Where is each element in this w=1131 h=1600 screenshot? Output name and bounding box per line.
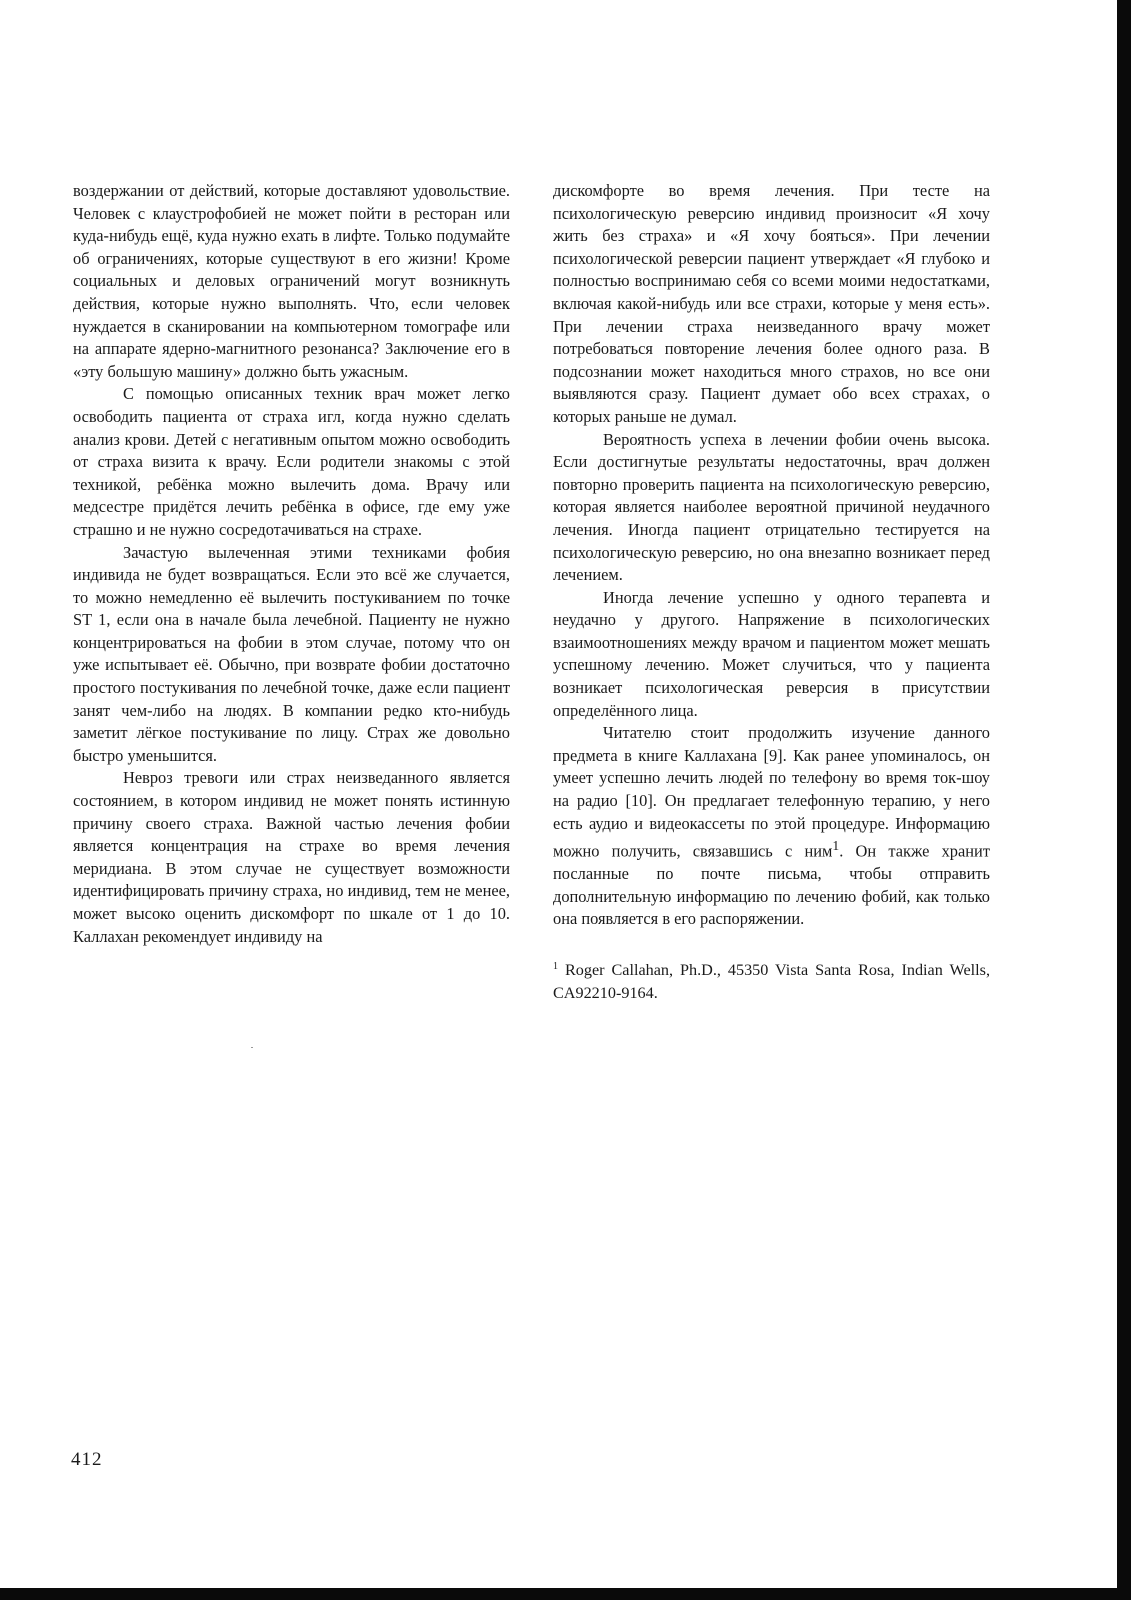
paragraph [553,722,990,931]
footnote-text: Roger Callahan, Ph.D., 45350 Vista Santa Rosa, Indian Wells, CA92210-9164. [553,961,990,1002]
left-column [73,180,510,948]
paragraph: Вероятность успеха в лечении фобии очень высока. Если достигнутые результаты недостаточны, врач должен повторно проверить пациента на психологическую реверсию, которая является наиболее вероятной причиной неудачного лечения. Иногда пациент отрицательно тестируется на психологическую реверсию, но она внезапно возникает перед лечением. [553,429,990,585]
paragraph: дискомфорте во время лечения. При тесте на психологическую реверсию индивид произносит «Я хочу жить без страха» и «Я хочу бояться». При лечении психологической реверсии пациент утверждает «Я глубоко и полностью воспринимаю себя со всеми моими недостатками, включая какой-нибудь или все страхи, которые у меня есть». При лечении страха неизведанного врачу может потребоваться повторение лечения более одного раза. В подсознании может находиться много страхов, но все они выявляются сразу. Пациент думает обо всех страхах, о которых раньше не думал. [553,181,990,426]
page-number: 412 [71,1449,103,1470]
paragraph: Зачастую вылеченная этими техниками фобия индивида не будет возвращаться. Если это всё же случается, то можно немедленно её вылечить постукиванием по точке ST 1, если она в начале была лечебной. Пациенту не нужно концентрироваться на фобии в этом случае, потому что он уже испытывает её. Обычно, при возврате фобии достаточно простого постукивания по лечебной точке, даже если пациент занят чем-либо на людях. В компании редко кто-нибудь заметит лёгкое постукивание по лицу. Страх же довольно быстро уменьшится. [73,542,510,765]
footnote-reference: 1 [832,838,840,854]
footnote-marker: 1 [553,961,558,973]
scan-speck [251,1047,253,1048]
paragraph-text: Читателю стоит продолжить изучение данного предмета в книге Каллахана [9]. Как ранее упоминалось, он умеет успешно лечить людей по телефону во время ток-шоу на радио [10]. Он предлагает телефонную терапию, у него есть аудио и видеокассеты по этой процедуре. Информацию можно получить, связавшись с ним [553,723,990,861]
paragraph-text: . Он также хранит посланные по почте письма, чтобы отправить дополнительную информацию по лечению фобий, как только она появляется в его распоряжении. [553,841,990,929]
paragraph: С помощью описанных техник врач может легко освободить пациента от страха игл, когда нужно сделать анализ крови. Детей с негативным опытом можно освободить от страха визита к врачу. Если родители знакомы с этой техникой, ребёнка можно вылечить дома. Врачу или медсестре придётся лечить ребёнка в офисе, где ему уже страшно и не нужно сосредотачиваться на страхе. [73,384,510,539]
scan-edge-right [1117,0,1131,1600]
footnote [553,959,990,1004]
paragraph: Иногда лечение успешно у одного терапевта и неудачно у другого. Напряжение в психологических взаимоотношениях между врачом и пациентом может мешать успешному лечению. Может случиться, что у пациента возникает психологическая реверсия в присутствии определённого лица. [553,587,990,720]
paragraph: Невроз тревоги или страх неизведанного является состоянием, в котором индивид не может понять истинную причину своего страха. Важной частью лечения фобии является концентрация на страхе во время лечения меридиана. В этом случае не существует возможности идентифицировать причину страха, но индивид, тем не менее, может высоко оценить дискомфорт по шкале от 1 до 10. Каллахан рекомендует индивиду на [73,768,510,946]
scan-edge-bottom [0,1588,1131,1600]
paragraph: воздержании от действий, которые доставляют удовольствие. Человек с клаустрофобией не может пойти в ресторан или куда-нибудь ещё, куда нужно ехать в лифте. Только подумайте об ограничениях, которые существуют в его жизни! Кроме социальных и деловых ограничений могут возникнуть действия, которые нужно выполнять. Что, если человек нуждается в сканировании на компьютерном томографе или на аппарате ядерно-магнитного резонанса? Заключение его в «эту большую машину» должно быть ужасным. [73,181,510,381]
right-column [553,180,990,1004]
